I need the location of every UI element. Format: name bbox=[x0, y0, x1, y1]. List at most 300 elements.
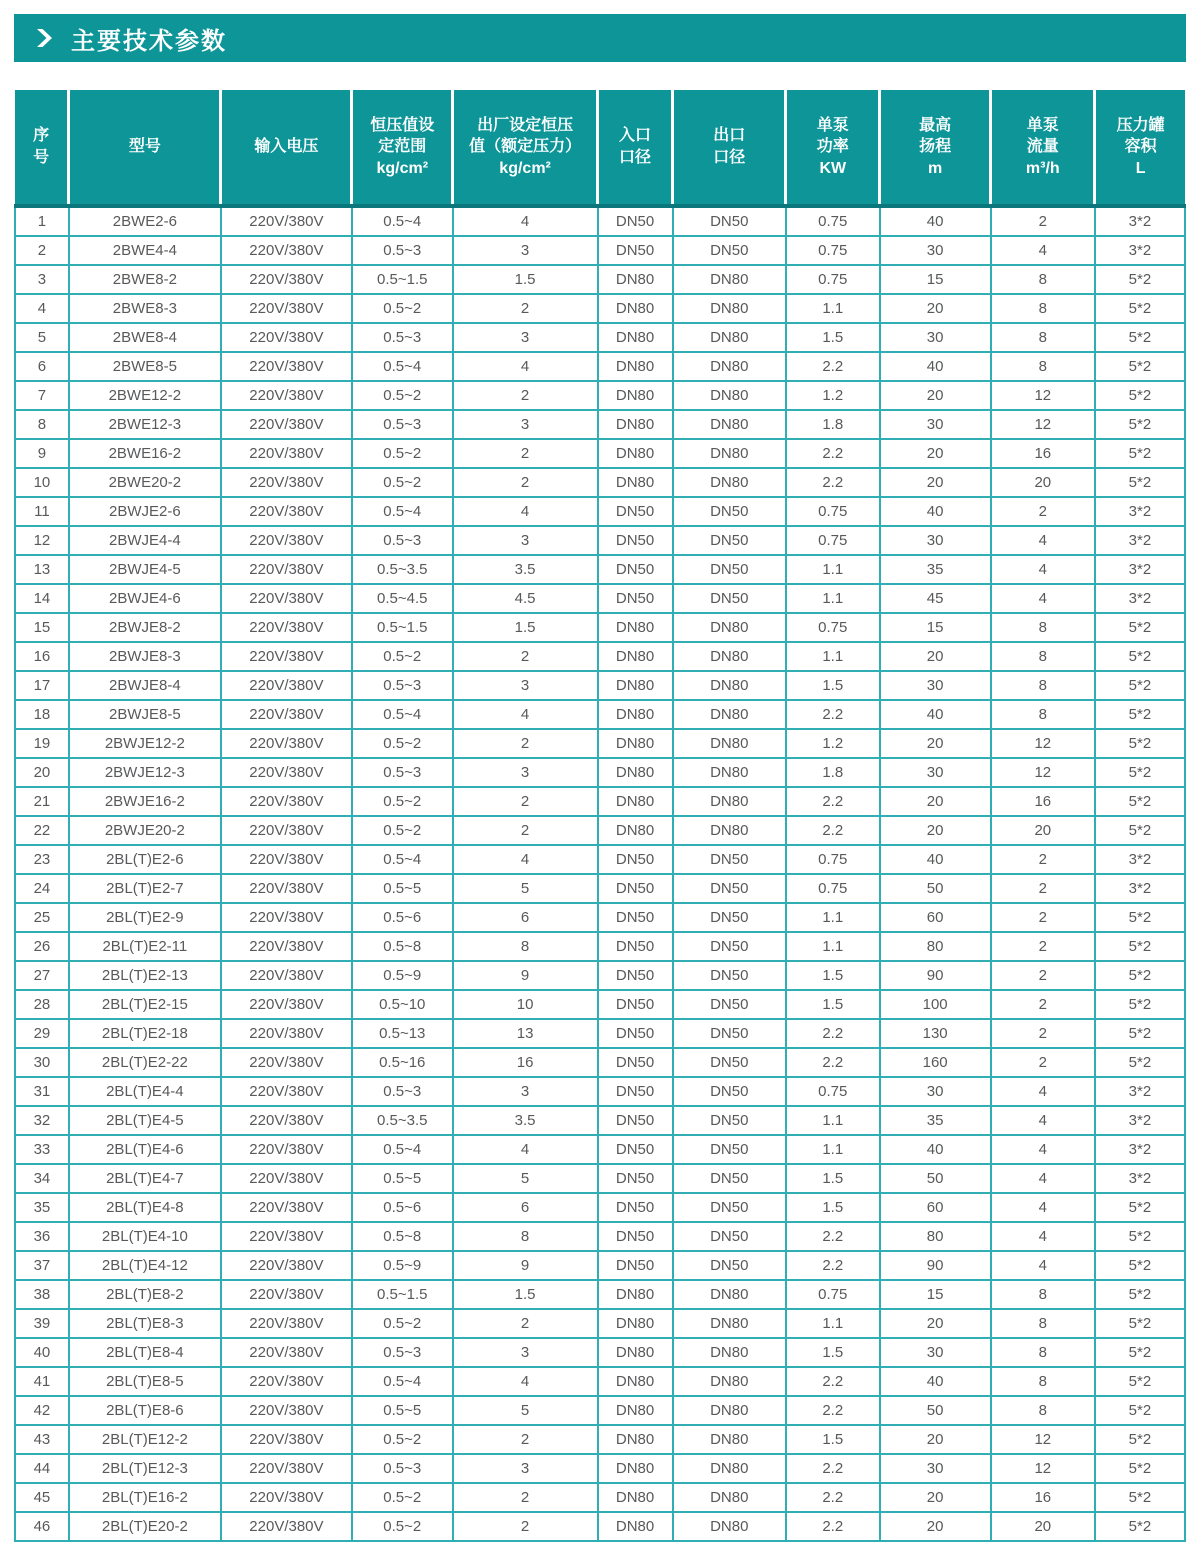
table-cell: 0.5~1.5 bbox=[352, 1280, 453, 1309]
table-cell: DN80 bbox=[598, 729, 673, 758]
table-cell: 2 bbox=[453, 1309, 598, 1338]
table-cell: 30 bbox=[880, 236, 991, 265]
section-title: 主要技术参数 bbox=[71, 27, 227, 55]
table-cell: 9 bbox=[453, 1251, 598, 1280]
table-cell: 2BWJE4-4 bbox=[69, 526, 221, 555]
table-row bbox=[15, 1164, 1185, 1193]
table-cell: 3 bbox=[453, 526, 598, 555]
table-row bbox=[15, 1309, 1185, 1338]
table-cell: DN80 bbox=[673, 1309, 786, 1338]
table-cell: 41 bbox=[15, 1367, 69, 1396]
table-row bbox=[15, 1454, 1185, 1483]
table-cell: 4 bbox=[991, 1251, 1095, 1280]
table-cell: 1.1 bbox=[786, 903, 880, 932]
table-row bbox=[15, 1396, 1185, 1425]
table-cell: 60 bbox=[880, 1193, 991, 1222]
table-cell: 0.5~4 bbox=[352, 1135, 453, 1164]
table-cell: 4 bbox=[991, 584, 1095, 613]
table-cell: DN80 bbox=[598, 1280, 673, 1309]
table-cell: 2BL(T)E12-3 bbox=[69, 1454, 221, 1483]
table-cell: 5*2 bbox=[1095, 323, 1185, 352]
table-cell: 220V/380V bbox=[221, 526, 352, 555]
table-cell: 0.5~5 bbox=[352, 874, 453, 903]
table-cell: 220V/380V bbox=[221, 1454, 352, 1483]
table-row bbox=[15, 700, 1185, 729]
table-cell: 4 bbox=[453, 497, 598, 526]
table-cell: 5*2 bbox=[1095, 439, 1185, 468]
table-cell: 2BL(T)E4-12 bbox=[69, 1251, 221, 1280]
table-cell: 2BWJE8-3 bbox=[69, 642, 221, 671]
table-cell: 40 bbox=[880, 845, 991, 874]
table-cell: 0.5~3 bbox=[352, 1077, 453, 1106]
table-cell: 80 bbox=[880, 1222, 991, 1251]
table-cell: 3*2 bbox=[1095, 845, 1185, 874]
table-cell: 220V/380V bbox=[221, 584, 352, 613]
table-cell: DN80 bbox=[598, 1396, 673, 1425]
table-cell: 20 bbox=[880, 439, 991, 468]
table-cell: 30 bbox=[880, 526, 991, 555]
table-cell: DN50 bbox=[673, 1193, 786, 1222]
table-cell: 1.5 bbox=[786, 1193, 880, 1222]
table-cell: 5*2 bbox=[1095, 1280, 1185, 1309]
table-cell: 4 bbox=[991, 1135, 1095, 1164]
table-cell: 5*2 bbox=[1095, 1425, 1185, 1454]
table-cell: 0.5~3 bbox=[352, 526, 453, 555]
table-cell: 3*2 bbox=[1095, 206, 1185, 236]
table-cell: DN50 bbox=[598, 555, 673, 584]
table-cell: DN50 bbox=[598, 990, 673, 1019]
table-cell: 80 bbox=[880, 932, 991, 961]
table-cell: 2BWE12-2 bbox=[69, 381, 221, 410]
table-row bbox=[15, 990, 1185, 1019]
table-cell: 35 bbox=[880, 1106, 991, 1135]
table-cell: 2BWJE12-3 bbox=[69, 758, 221, 787]
table-cell: 2BWJE16-2 bbox=[69, 787, 221, 816]
table-cell: 11 bbox=[15, 497, 69, 526]
table-cell: 20 bbox=[991, 468, 1095, 497]
table-cell: DN80 bbox=[598, 816, 673, 845]
table-cell: 5*2 bbox=[1095, 1222, 1185, 1251]
table-cell: 34 bbox=[15, 1164, 69, 1193]
table-cell: 2BL(T)E8-5 bbox=[69, 1367, 221, 1396]
table-cell: 1.5 bbox=[786, 323, 880, 352]
table-cell: 26 bbox=[15, 932, 69, 961]
table-cell: 8 bbox=[991, 1280, 1095, 1309]
table-cell: 40 bbox=[880, 1367, 991, 1396]
header-single-pump-flow: 单泵 流量 m³/h bbox=[991, 90, 1095, 206]
section-banner bbox=[14, 14, 1186, 62]
table-cell: DN80 bbox=[673, 1338, 786, 1367]
table-cell: DN80 bbox=[598, 352, 673, 381]
table-row bbox=[15, 845, 1185, 874]
table-cell: 5*2 bbox=[1095, 1483, 1185, 1512]
table-cell: 5*2 bbox=[1095, 1251, 1185, 1280]
table-cell: DN80 bbox=[598, 265, 673, 294]
table-row bbox=[15, 1367, 1185, 1396]
table-cell: 0.5~4 bbox=[352, 497, 453, 526]
table-cell: 1.1 bbox=[786, 584, 880, 613]
table-cell: 3*2 bbox=[1095, 1164, 1185, 1193]
table-cell: 3 bbox=[453, 323, 598, 352]
table-cell: 0.5~3.5 bbox=[352, 1106, 453, 1135]
table-cell: 220V/380V bbox=[221, 1019, 352, 1048]
table-cell: 0.5~1.5 bbox=[352, 265, 453, 294]
table-cell: 45 bbox=[880, 584, 991, 613]
table-cell: DN80 bbox=[673, 352, 786, 381]
table-cell: 10 bbox=[453, 990, 598, 1019]
table-cell: DN80 bbox=[673, 381, 786, 410]
table-cell: 5*2 bbox=[1095, 700, 1185, 729]
table-cell: 2BL(T)E4-8 bbox=[69, 1193, 221, 1222]
table-cell: 220V/380V bbox=[221, 1309, 352, 1338]
header-single-pump-power: 单泵 功率 KW bbox=[786, 90, 880, 206]
table-cell: 2BL(T)E2-7 bbox=[69, 874, 221, 903]
table-cell: 2.2 bbox=[786, 1396, 880, 1425]
table-cell: 4 bbox=[453, 352, 598, 381]
table-cell: 220V/380V bbox=[221, 323, 352, 352]
table-cell: 220V/380V bbox=[221, 903, 352, 932]
table-cell: 21 bbox=[15, 787, 69, 816]
table-cell: 5*2 bbox=[1095, 990, 1185, 1019]
table-cell: 220V/380V bbox=[221, 700, 352, 729]
table-cell: 0.5~2 bbox=[352, 1425, 453, 1454]
table-cell: 40 bbox=[880, 352, 991, 381]
table-cell: DN50 bbox=[598, 845, 673, 874]
table-cell: DN50 bbox=[673, 526, 786, 555]
table-cell: 20 bbox=[15, 758, 69, 787]
table-cell: 3*2 bbox=[1095, 584, 1185, 613]
table-cell: 1.2 bbox=[786, 381, 880, 410]
table-cell: 20 bbox=[880, 468, 991, 497]
table-cell: 32 bbox=[15, 1106, 69, 1135]
table-cell: 3 bbox=[453, 1338, 598, 1367]
table-row bbox=[15, 526, 1185, 555]
table-row bbox=[15, 1077, 1185, 1106]
table-cell: DN80 bbox=[598, 758, 673, 787]
table-cell: 220V/380V bbox=[221, 265, 352, 294]
table-row bbox=[15, 961, 1185, 990]
table-cell: 3 bbox=[453, 671, 598, 700]
table-cell: 31 bbox=[15, 1077, 69, 1106]
table-cell: 2BWE4-4 bbox=[69, 236, 221, 265]
table-cell: DN80 bbox=[598, 1338, 673, 1367]
table-cell: DN80 bbox=[673, 439, 786, 468]
table-cell: 4 bbox=[991, 1164, 1095, 1193]
table-row bbox=[15, 1280, 1185, 1309]
table-row bbox=[15, 236, 1185, 265]
table-cell: 220V/380V bbox=[221, 671, 352, 700]
table-cell: 220V/380V bbox=[221, 1222, 352, 1251]
table-cell: 16 bbox=[453, 1048, 598, 1077]
table-cell: DN50 bbox=[598, 932, 673, 961]
table-cell: 3 bbox=[453, 1454, 598, 1483]
table-cell: 1.5 bbox=[786, 1338, 880, 1367]
table-cell: 5 bbox=[15, 323, 69, 352]
table-row bbox=[15, 642, 1185, 671]
table-cell: 0.5~8 bbox=[352, 932, 453, 961]
table-cell: 50 bbox=[880, 874, 991, 903]
table-cell: DN80 bbox=[673, 729, 786, 758]
table-cell: 20 bbox=[880, 1425, 991, 1454]
table-cell: DN50 bbox=[598, 497, 673, 526]
table-cell: 0.5~3 bbox=[352, 1338, 453, 1367]
table-cell: DN50 bbox=[598, 1019, 673, 1048]
table-row bbox=[15, 874, 1185, 903]
table-cell: DN80 bbox=[673, 1425, 786, 1454]
table-cell: 2.2 bbox=[786, 1251, 880, 1280]
table-cell: 5*2 bbox=[1095, 1019, 1185, 1048]
table-cell: 0.5~5 bbox=[352, 1164, 453, 1193]
table-cell: 2 bbox=[453, 642, 598, 671]
table-cell: 3*2 bbox=[1095, 874, 1185, 903]
table-cell: 220V/380V bbox=[221, 787, 352, 816]
table-cell: 30 bbox=[880, 323, 991, 352]
table-cell: 2 bbox=[991, 874, 1095, 903]
table-cell: DN80 bbox=[673, 613, 786, 642]
table-row bbox=[15, 1019, 1185, 1048]
table-cell: 16 bbox=[15, 642, 69, 671]
table-cell: DN80 bbox=[598, 294, 673, 323]
table-row bbox=[15, 1338, 1185, 1367]
table-cell: 2BWE8-3 bbox=[69, 294, 221, 323]
table-cell: 8 bbox=[15, 410, 69, 439]
table-cell: 0.5~4 bbox=[352, 1367, 453, 1396]
table-cell: 2 bbox=[991, 903, 1095, 932]
table-cell: 12 bbox=[991, 1425, 1095, 1454]
table-row bbox=[15, 903, 1185, 932]
table-row bbox=[15, 1106, 1185, 1135]
table-cell: 2 bbox=[991, 990, 1095, 1019]
table-cell: 2BWE8-2 bbox=[69, 265, 221, 294]
table-header bbox=[15, 90, 1185, 206]
table-cell: DN50 bbox=[673, 1164, 786, 1193]
table-cell: 30 bbox=[880, 758, 991, 787]
table-cell: DN50 bbox=[673, 932, 786, 961]
table-cell: 2.2 bbox=[786, 1019, 880, 1048]
table-cell: 12 bbox=[991, 729, 1095, 758]
table-cell: 220V/380V bbox=[221, 1106, 352, 1135]
table-row bbox=[15, 1193, 1185, 1222]
table-cell: 16 bbox=[991, 439, 1095, 468]
table-cell: 2BL(T)E12-2 bbox=[69, 1425, 221, 1454]
table-cell: 0.75 bbox=[786, 1077, 880, 1106]
table-cell: 0.75 bbox=[786, 526, 880, 555]
table-cell: 4 bbox=[15, 294, 69, 323]
table-cell: DN80 bbox=[598, 787, 673, 816]
table-cell: 40 bbox=[880, 1135, 991, 1164]
table-cell: 0.75 bbox=[786, 874, 880, 903]
table-cell: 0.5~9 bbox=[352, 1251, 453, 1280]
table-cell: 220V/380V bbox=[221, 758, 352, 787]
table-cell: 16 bbox=[991, 1483, 1095, 1512]
table-cell: 2BL(T)E16-2 bbox=[69, 1483, 221, 1512]
table-cell: 1.8 bbox=[786, 758, 880, 787]
table-cell: 0.75 bbox=[786, 497, 880, 526]
table-cell: 2BL(T)E2-9 bbox=[69, 903, 221, 932]
table-row bbox=[15, 294, 1185, 323]
table-cell: 8 bbox=[453, 932, 598, 961]
table-cell: 220V/380V bbox=[221, 642, 352, 671]
table-cell: 1.1 bbox=[786, 642, 880, 671]
table-cell: 22 bbox=[15, 816, 69, 845]
table-cell: 220V/380V bbox=[221, 555, 352, 584]
table-cell: 5*2 bbox=[1095, 1396, 1185, 1425]
table-cell: 2 bbox=[991, 1019, 1095, 1048]
table-cell: 2.2 bbox=[786, 468, 880, 497]
table-cell: 1.1 bbox=[786, 1106, 880, 1135]
table-cell: 2BL(T)E2-6 bbox=[69, 845, 221, 874]
table-cell: 0.5~2 bbox=[352, 468, 453, 497]
table-cell: 220V/380V bbox=[221, 845, 352, 874]
table-body bbox=[15, 206, 1185, 1541]
table-cell: DN80 bbox=[598, 439, 673, 468]
table-cell: 8 bbox=[991, 294, 1095, 323]
table-cell: 3 bbox=[453, 410, 598, 439]
table-cell: 4 bbox=[991, 1106, 1095, 1135]
table-cell: 0.5~16 bbox=[352, 1048, 453, 1077]
table-row bbox=[15, 439, 1185, 468]
table-cell: 0.75 bbox=[786, 1280, 880, 1309]
table-cell: 3*2 bbox=[1095, 1106, 1185, 1135]
table-cell: 220V/380V bbox=[221, 1077, 352, 1106]
table-cell: 6 bbox=[453, 903, 598, 932]
table-cell: DN80 bbox=[673, 265, 786, 294]
table-cell: DN50 bbox=[598, 903, 673, 932]
table-cell: 220V/380V bbox=[221, 1193, 352, 1222]
table-cell: DN80 bbox=[673, 323, 786, 352]
table-cell: 2 bbox=[991, 961, 1095, 990]
table-cell: 50 bbox=[880, 1164, 991, 1193]
table-cell: 1.5 bbox=[786, 1164, 880, 1193]
table-cell: 0.5~3 bbox=[352, 236, 453, 265]
table-cell: 4 bbox=[991, 236, 1095, 265]
table-cell: DN80 bbox=[673, 1512, 786, 1541]
table-cell: 28 bbox=[15, 990, 69, 1019]
header-pressure-setting-range: 恒压值设 定范围 kg/cm² bbox=[352, 90, 453, 206]
table-cell: 2BL(T)E4-4 bbox=[69, 1077, 221, 1106]
header-max-head: 最高 扬程 m bbox=[880, 90, 991, 206]
table-cell: 5*2 bbox=[1095, 932, 1185, 961]
table-cell: 220V/380V bbox=[221, 932, 352, 961]
table-cell: 2BWJE20-2 bbox=[69, 816, 221, 845]
table-cell: 4 bbox=[453, 700, 598, 729]
table-cell: DN80 bbox=[598, 468, 673, 497]
table-cell: DN50 bbox=[673, 961, 786, 990]
table-cell: 220V/380V bbox=[221, 990, 352, 1019]
table-cell: 16 bbox=[991, 787, 1095, 816]
table-cell: 3 bbox=[15, 265, 69, 294]
table-cell: 1.1 bbox=[786, 555, 880, 584]
header-pressure-tank-volume: 压力罐 容积 L bbox=[1095, 90, 1185, 206]
table-cell: DN50 bbox=[673, 584, 786, 613]
table-cell: DN50 bbox=[673, 903, 786, 932]
table-cell: 40 bbox=[880, 700, 991, 729]
table-cell: 43 bbox=[15, 1425, 69, 1454]
table-cell: 8 bbox=[991, 1309, 1095, 1338]
table-cell: 2.2 bbox=[786, 700, 880, 729]
table-cell: 3*2 bbox=[1095, 526, 1185, 555]
table-cell: DN50 bbox=[598, 1135, 673, 1164]
table-cell: 0.5~4 bbox=[352, 845, 453, 874]
table-cell: 220V/380V bbox=[221, 497, 352, 526]
table-cell: 2 bbox=[991, 845, 1095, 874]
table-cell: 220V/380V bbox=[221, 1367, 352, 1396]
table-cell: DN50 bbox=[673, 845, 786, 874]
table-cell: 3*2 bbox=[1095, 1077, 1185, 1106]
table-cell: 220V/380V bbox=[221, 961, 352, 990]
table-cell: 0.5~4.5 bbox=[352, 584, 453, 613]
table-cell: 19 bbox=[15, 729, 69, 758]
table-cell: 2BL(T)E2-11 bbox=[69, 932, 221, 961]
table-cell: 44 bbox=[15, 1454, 69, 1483]
table-cell: 220V/380V bbox=[221, 1396, 352, 1425]
table-cell: DN80 bbox=[598, 642, 673, 671]
table-cell: DN80 bbox=[598, 1454, 673, 1483]
table-cell: 9 bbox=[453, 961, 598, 990]
table-cell: 20 bbox=[880, 816, 991, 845]
table-cell: 60 bbox=[880, 903, 991, 932]
table-cell: DN50 bbox=[673, 555, 786, 584]
header-outlet-diameter: 出口 口径 bbox=[673, 90, 786, 206]
table-cell: 30 bbox=[880, 410, 991, 439]
table-cell: 2 bbox=[453, 729, 598, 758]
table-cell: 5*2 bbox=[1095, 381, 1185, 410]
table-cell: 30 bbox=[15, 1048, 69, 1077]
table-row bbox=[15, 381, 1185, 410]
table-cell: 2BL(T)E2-22 bbox=[69, 1048, 221, 1077]
table-cell: 42 bbox=[15, 1396, 69, 1425]
table-cell: 2.2 bbox=[786, 1483, 880, 1512]
table-cell: 160 bbox=[880, 1048, 991, 1077]
table-cell: DN80 bbox=[598, 1367, 673, 1396]
table-cell: 5*2 bbox=[1095, 613, 1185, 642]
table-cell: 0.75 bbox=[786, 265, 880, 294]
table-cell: 5*2 bbox=[1095, 1367, 1185, 1396]
table-cell: DN50 bbox=[598, 584, 673, 613]
table-cell: 24 bbox=[15, 874, 69, 903]
table-cell: 0.75 bbox=[786, 206, 880, 236]
table-cell: 37 bbox=[15, 1251, 69, 1280]
table-cell: 8 bbox=[453, 1222, 598, 1251]
table-cell: DN50 bbox=[598, 961, 673, 990]
table-cell: 0.5~6 bbox=[352, 903, 453, 932]
table-cell: 25 bbox=[15, 903, 69, 932]
technical-parameters-table bbox=[14, 90, 1186, 1542]
table-cell: 13 bbox=[453, 1019, 598, 1048]
table-cell: 1.1 bbox=[786, 932, 880, 961]
table-cell: 15 bbox=[15, 613, 69, 642]
table-cell: 20 bbox=[880, 1483, 991, 1512]
table-cell: 2BL(T)E2-15 bbox=[69, 990, 221, 1019]
table-cell: 2 bbox=[453, 439, 598, 468]
table-cell: 15 bbox=[880, 613, 991, 642]
table-cell: 220V/380V bbox=[221, 874, 352, 903]
table-cell: DN80 bbox=[673, 1280, 786, 1309]
table-cell: 2BL(T)E2-18 bbox=[69, 1019, 221, 1048]
table-cell: 2BL(T)E4-10 bbox=[69, 1222, 221, 1251]
table-cell: 0.5~6 bbox=[352, 1193, 453, 1222]
table-cell: DN50 bbox=[598, 1164, 673, 1193]
table-cell: 220V/380V bbox=[221, 1512, 352, 1541]
table-cell: 0.5~4 bbox=[352, 206, 453, 236]
table-cell: 3*2 bbox=[1095, 236, 1185, 265]
table-cell: 5*2 bbox=[1095, 961, 1185, 990]
table-row bbox=[15, 265, 1185, 294]
table-cell: 1.1 bbox=[786, 1135, 880, 1164]
table-cell: 3*2 bbox=[1095, 1135, 1185, 1164]
table-cell: 1.1 bbox=[786, 294, 880, 323]
table-row bbox=[15, 671, 1185, 700]
